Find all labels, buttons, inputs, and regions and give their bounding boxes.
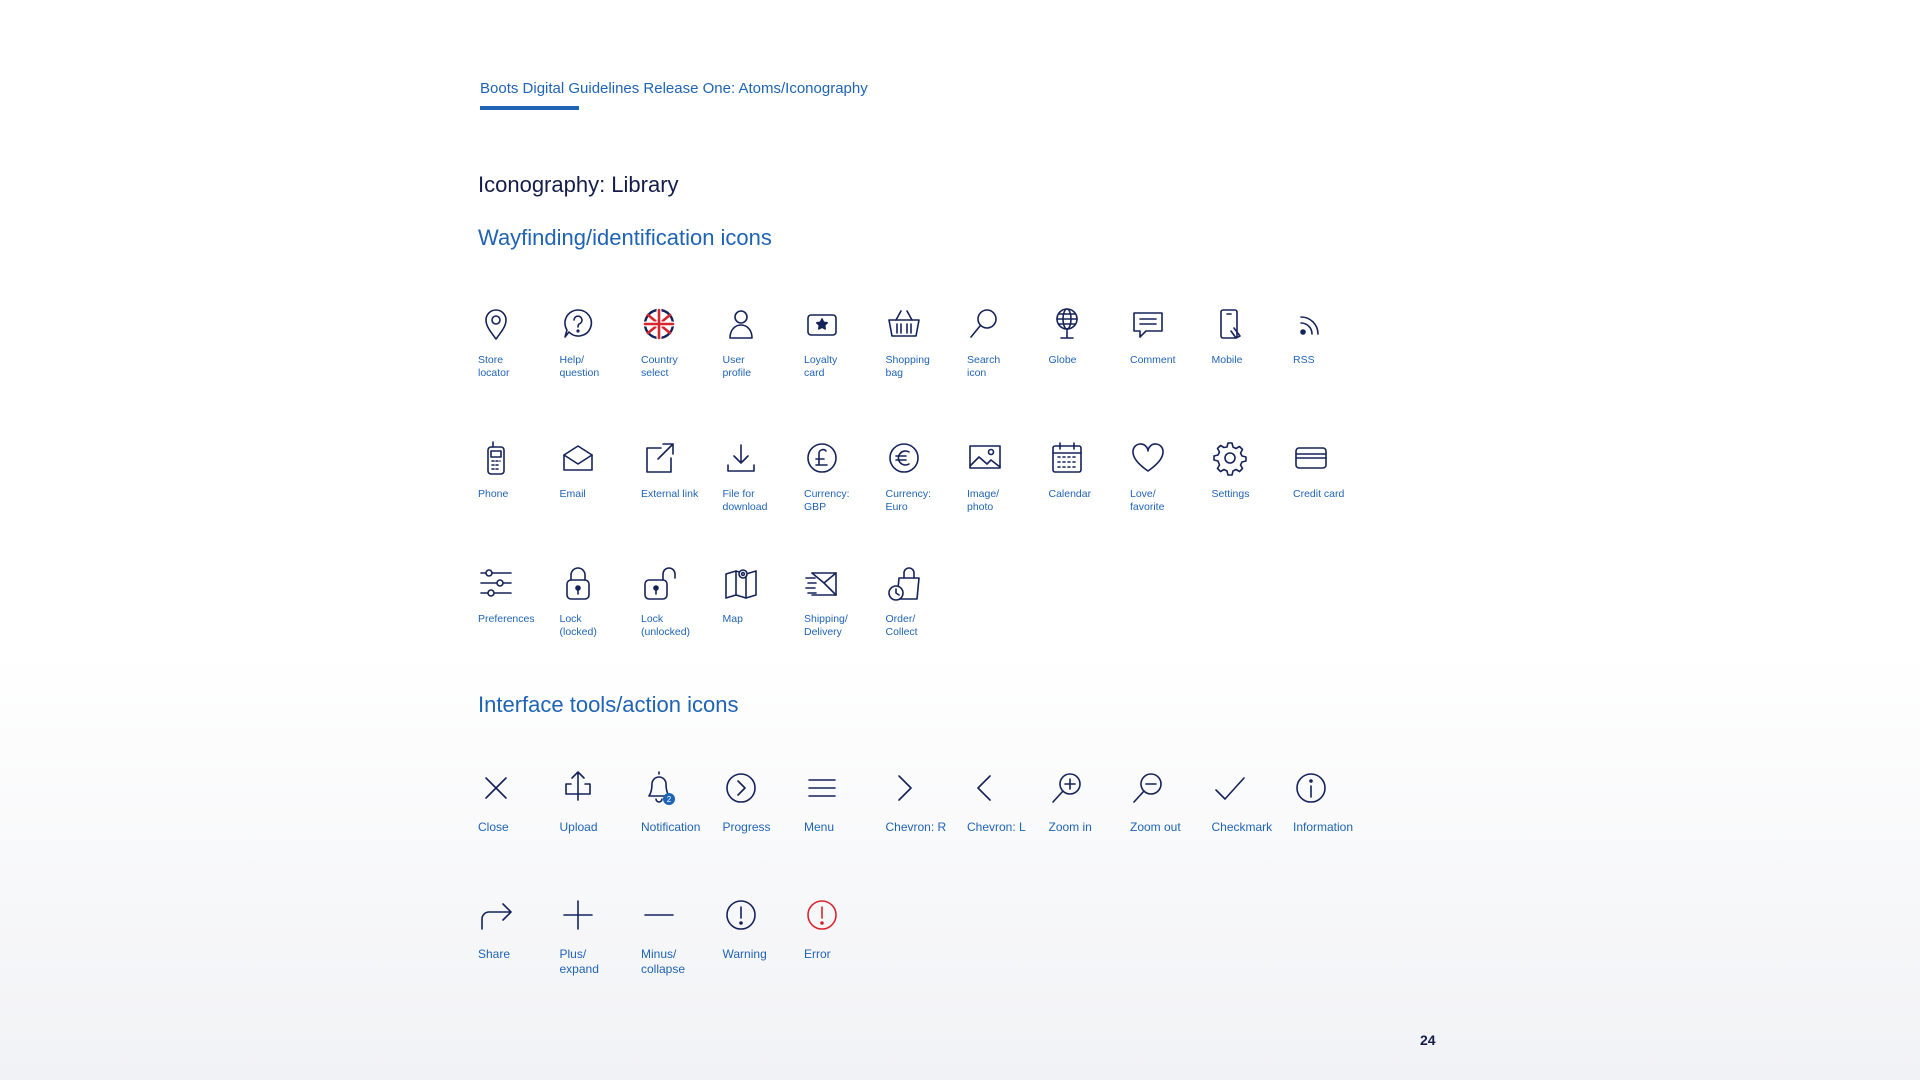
icon-label: External link xyxy=(641,488,699,500)
icon-tile xyxy=(560,897,640,977)
icon-label: Mobile xyxy=(1211,354,1243,366)
icon-tile xyxy=(1212,440,1292,501)
checkmark-icon xyxy=(1212,770,1248,806)
icon-label: Globe xyxy=(1048,354,1077,366)
icon-tile xyxy=(967,770,1047,835)
plus-icon xyxy=(560,897,596,933)
icon-tile xyxy=(478,770,558,835)
icon-label: Preferences xyxy=(478,613,535,625)
icon-tile xyxy=(967,440,1047,514)
icon-tile xyxy=(560,306,640,380)
chevron-left-icon xyxy=(967,770,1003,806)
icon-tile xyxy=(723,306,803,380)
icon-tile xyxy=(1049,306,1129,367)
icon-tile xyxy=(804,306,884,380)
icon-label: Calendar xyxy=(1048,488,1092,500)
icon-label: Close xyxy=(478,820,509,834)
icon-tile xyxy=(560,565,640,639)
icon-tile xyxy=(1293,306,1373,367)
lock-icon xyxy=(560,565,596,601)
icon-label: Store locator xyxy=(478,354,510,379)
page-title: Iconography: Library xyxy=(478,172,679,197)
rss-icon xyxy=(1293,306,1329,342)
page-number: 24 xyxy=(1420,1032,1436,1048)
icon-label: Lock (unlocked) xyxy=(641,613,691,638)
icon-tile xyxy=(641,565,721,639)
error-icon xyxy=(804,897,840,933)
icon-label: Warning xyxy=(722,947,767,961)
icon-tile xyxy=(478,306,558,380)
close-icon xyxy=(478,770,514,806)
zoom-out-icon xyxy=(1130,770,1166,806)
icon-label: Shipping/ Delivery xyxy=(804,613,848,638)
icon-label: Menu xyxy=(804,820,835,834)
heart-icon xyxy=(1130,440,1166,476)
icon-label: Phone xyxy=(478,488,509,500)
icon-label: RSS xyxy=(1293,354,1315,366)
icon-tile xyxy=(804,897,884,962)
icon-label: Chevron: L xyxy=(967,820,1026,834)
calendar-icon xyxy=(1049,440,1085,476)
credit-card-icon xyxy=(1293,440,1329,476)
icon-tile xyxy=(804,565,884,639)
icon-tile xyxy=(1130,306,1210,367)
icon-tile xyxy=(723,440,803,514)
menu-icon xyxy=(804,770,840,806)
section-heading-wayfinding: Wayfinding/identification icons xyxy=(478,225,772,250)
search-icon xyxy=(967,306,1003,342)
order-collect-icon xyxy=(886,565,922,601)
icon-tile xyxy=(641,440,721,501)
globe-icon xyxy=(1049,306,1085,342)
icon-tile xyxy=(1293,440,1373,501)
icon-label: Notification xyxy=(641,820,701,834)
icon-label: Email xyxy=(559,488,586,500)
warning-icon xyxy=(723,897,759,933)
icon-tile xyxy=(1130,770,1210,835)
icon-label: Country select xyxy=(641,354,678,379)
icon-label: Plus/ expand xyxy=(559,947,599,976)
icon-tile xyxy=(1130,440,1210,514)
icon-label: Image/ photo xyxy=(967,488,1000,513)
icon-label: Lock (locked) xyxy=(559,613,597,638)
euro-icon xyxy=(886,440,922,476)
icon-tile xyxy=(560,770,640,835)
icon-label: Help/ question xyxy=(559,354,600,379)
phone-icon xyxy=(478,440,514,476)
help-icon xyxy=(560,306,596,342)
notification-badge-count: 2 xyxy=(666,795,672,804)
download-icon xyxy=(723,440,759,476)
zoom-in-icon xyxy=(1049,770,1085,806)
icon-tile xyxy=(560,440,640,501)
icon-tile xyxy=(641,897,721,977)
icon-label: Zoom in xyxy=(1048,820,1092,834)
email-icon xyxy=(560,440,596,476)
info-icon xyxy=(1293,770,1329,806)
gear-icon xyxy=(1212,440,1248,476)
sliders-icon xyxy=(478,565,514,601)
icon-tile xyxy=(967,306,1047,380)
map-icon xyxy=(723,565,759,601)
icon-tile xyxy=(1293,770,1373,835)
icon-tile xyxy=(478,440,558,501)
icon-label: File for download xyxy=(722,488,768,513)
icon-tile xyxy=(1212,770,1292,835)
basket-icon xyxy=(886,306,922,342)
icon-label: Order/ Collect xyxy=(885,613,918,638)
icon-label: Shopping bag xyxy=(885,354,930,379)
icon-label: Progress xyxy=(722,820,771,834)
icon-tile xyxy=(804,770,884,835)
uk-flag-icon xyxy=(641,306,677,342)
comment-icon xyxy=(1130,306,1166,342)
delivery-icon xyxy=(804,565,840,601)
icon-label: Minus/ collapse xyxy=(641,947,686,976)
section-heading-interface: Interface tools/action icons xyxy=(478,692,739,717)
share-icon xyxy=(478,897,514,933)
breadcrumb-underline xyxy=(480,106,579,110)
icon-label: Loyalty card xyxy=(804,354,838,379)
icon-label: Credit card xyxy=(1293,488,1345,500)
icon-label: Checkmark xyxy=(1211,820,1273,834)
icon-label: Settings xyxy=(1211,488,1250,500)
icon-tile xyxy=(886,770,966,835)
icon-tile xyxy=(804,440,884,514)
icon-label: Comment xyxy=(1130,354,1176,366)
icon-tile xyxy=(886,440,966,514)
external-link-icon xyxy=(641,440,677,476)
icon-tile xyxy=(641,306,721,380)
icon-label: Share xyxy=(478,947,511,961)
icon-tile xyxy=(723,897,803,962)
map-pin-icon xyxy=(478,306,514,342)
chevron-right-icon xyxy=(886,770,922,806)
mobile-icon xyxy=(1212,306,1248,342)
icon-tile xyxy=(478,897,558,962)
icon-label: Love/ favorite xyxy=(1130,488,1165,513)
breadcrumb: Boots Digital Guidelines Release One: Atoms/Iconography xyxy=(480,80,868,97)
icon-label: Search icon xyxy=(967,354,1001,379)
pound-icon xyxy=(804,440,840,476)
progress-icon xyxy=(723,770,759,806)
icon-tile xyxy=(1049,440,1129,501)
icon-tile xyxy=(723,565,803,626)
icon-label: Chevron: R xyxy=(885,820,947,834)
loyalty-card-icon xyxy=(804,306,840,342)
icon-label: Currency: Euro xyxy=(885,488,932,513)
image-icon xyxy=(967,440,1003,476)
icon-label: Currency: GBP xyxy=(804,488,850,513)
icon-tile xyxy=(723,770,803,835)
upload-icon xyxy=(560,770,596,806)
icon-label: Map xyxy=(722,613,743,625)
icon-tile xyxy=(1049,770,1129,835)
icon-label: Information xyxy=(1293,820,1354,834)
unlock-icon xyxy=(641,565,677,601)
icon-label: Zoom out xyxy=(1130,820,1181,834)
icon-label: Upload xyxy=(559,820,598,834)
icon-label: User profile xyxy=(722,354,752,379)
icon-tile xyxy=(1212,306,1292,367)
minus-icon xyxy=(641,897,677,933)
icon-tile xyxy=(478,565,558,626)
icon-label: Error xyxy=(804,947,831,961)
bell-icon xyxy=(641,770,677,806)
icon-tile xyxy=(886,565,966,639)
icon-tile xyxy=(641,770,721,835)
user-icon xyxy=(723,306,759,342)
icon-tile xyxy=(886,306,966,380)
